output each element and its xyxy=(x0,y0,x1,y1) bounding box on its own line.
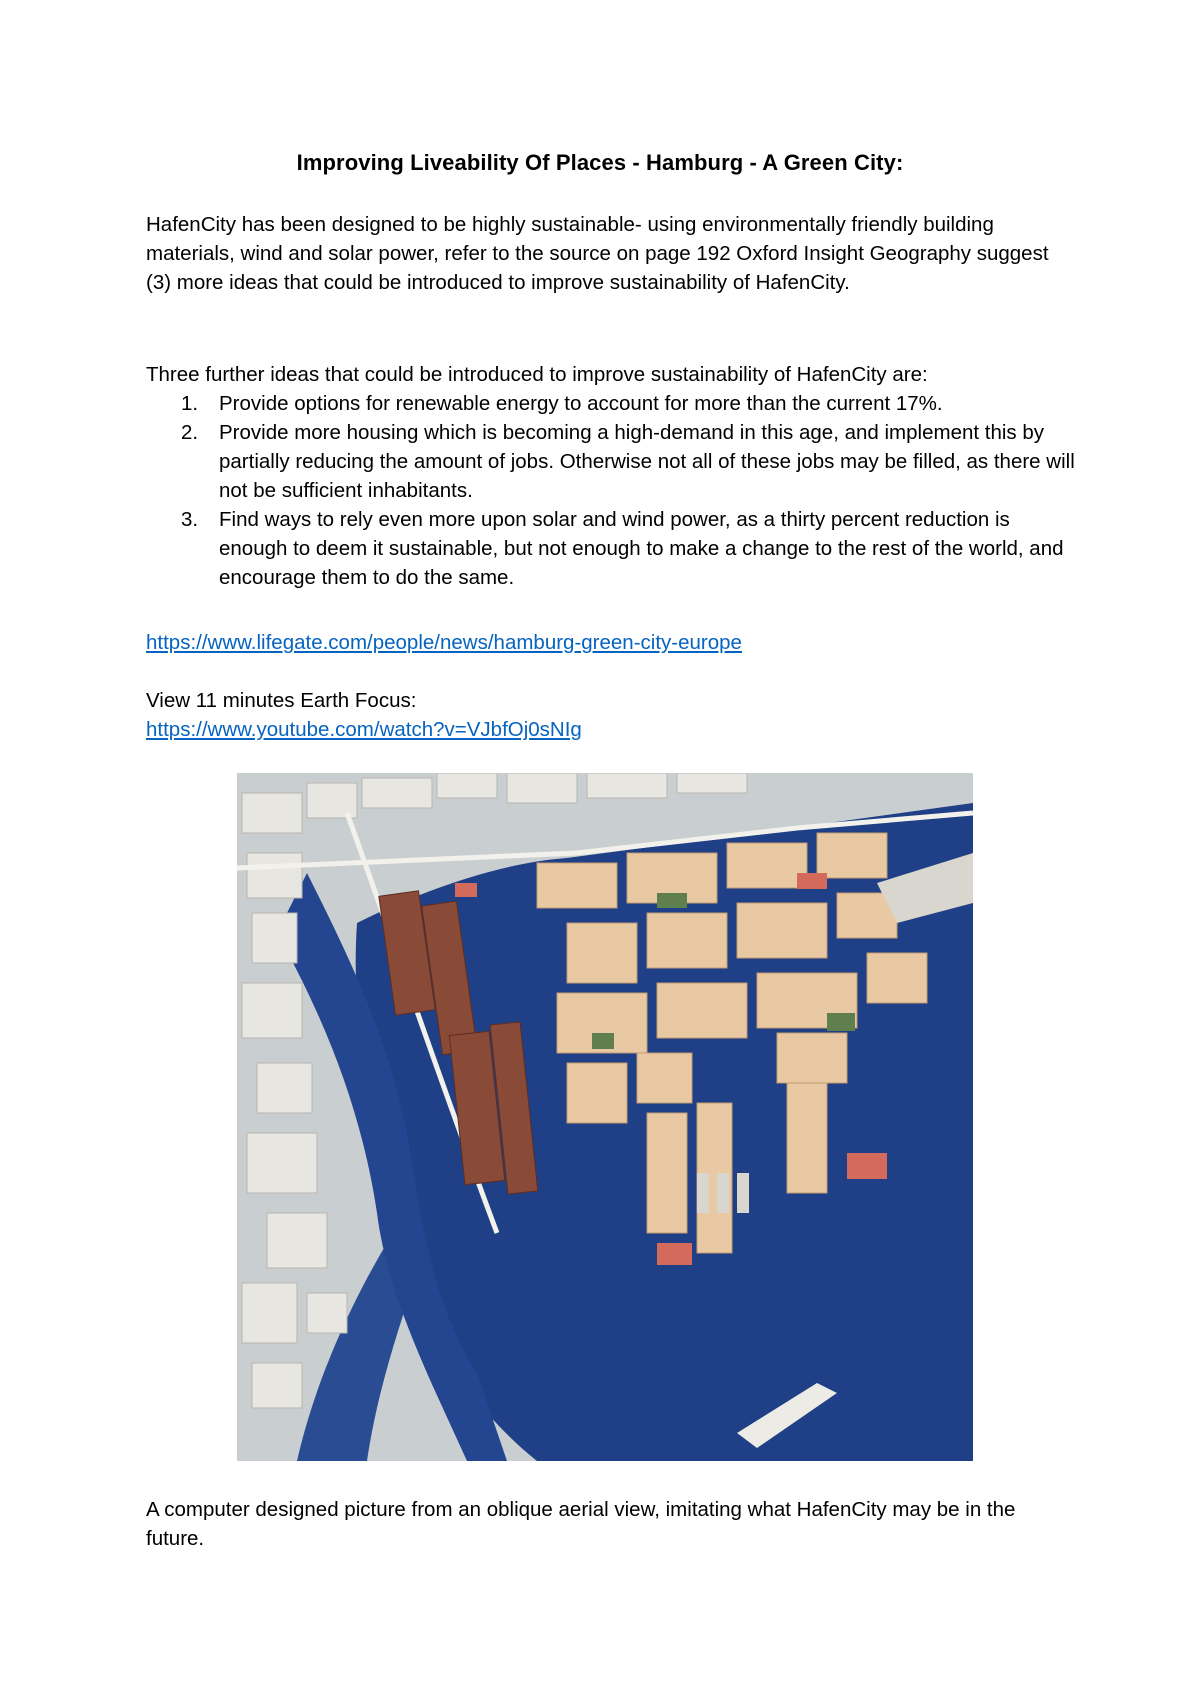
article-link[interactable]: https://www.lifegate.com/people/news/hamburg-green-city-europe xyxy=(146,631,742,654)
list-item-text: Find ways to rely even more upon solar and wind power, as a thirty percent reduction is enough to deem it sustainable, but not enough to make a change to the rest of the world, and encourage them to do the same. xyxy=(219,508,1064,589)
intro-paragraph: HafenCity has been designed to be highly sustainable- using environmentally friendly building materials, wind and solar power, refer to the source on page 192 Oxford Insight Geography suggest (3) more ideas that could be introduced to improve sustainability of HafenCity. xyxy=(146,213,1049,294)
list-number: 3. xyxy=(181,508,199,531)
ideas-lead: Three further ideas that could be introduced to improve sustainability of HafenCity are: xyxy=(146,363,928,386)
ideas-list xyxy=(146,389,1076,592)
list-item-text: Provide more housing which is becoming a high-demand in this age, and implement this by partially reducing the amount of jobs. Otherwise not all of these jobs may be filled, as there will not be sufficient inhabitants. xyxy=(219,421,1075,502)
video-label: View 11 minutes Earth Focus: xyxy=(146,689,417,712)
list-item xyxy=(146,505,1076,592)
video-link[interactable]: https://www.youtube.com/watch?v=VJbfOj0sNIg xyxy=(146,718,582,741)
list-item xyxy=(146,389,1076,418)
list-number: 1. xyxy=(181,392,199,415)
list-number: 2. xyxy=(181,421,199,444)
list-item-text: Provide options for renewable energy to account for more than the current 17%. xyxy=(219,392,943,415)
image-caption: A computer designed picture from an oblique aerial view, imitating what HafenCity may be in the future. xyxy=(146,1498,1016,1550)
page-title: Improving Liveability Of Places - Hamburg - A Green City: xyxy=(296,150,904,175)
list-item xyxy=(146,418,1076,505)
hafencity-aerial-model-image xyxy=(237,773,973,1461)
